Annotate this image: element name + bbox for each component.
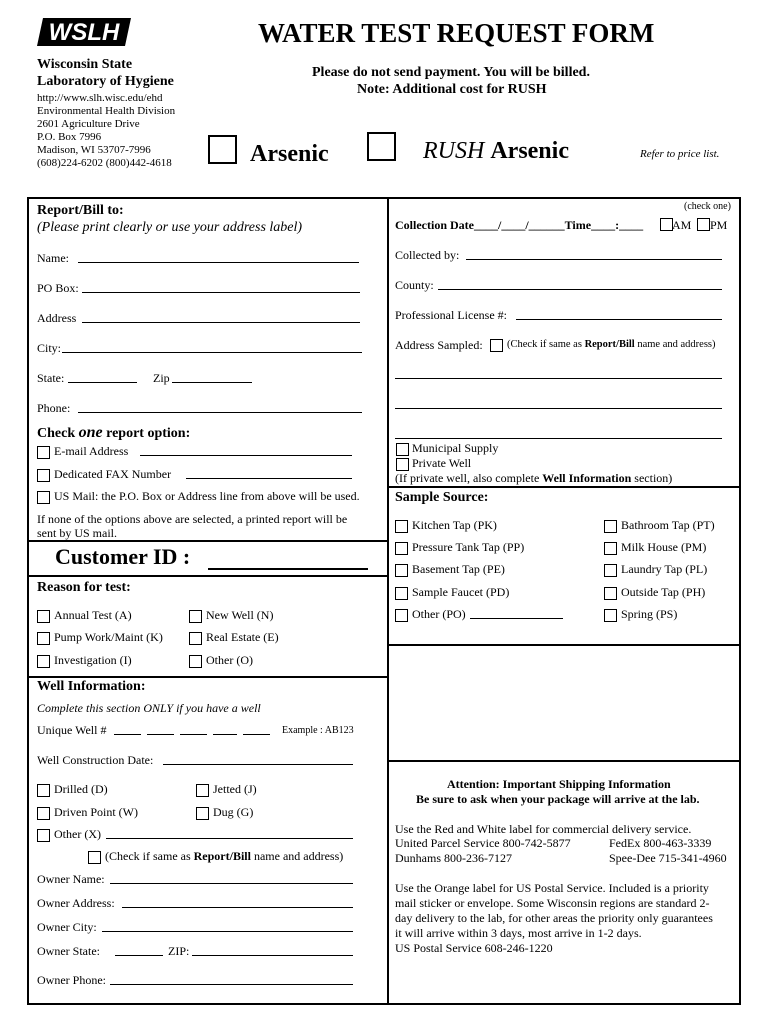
investigation-label: Investigation (I) bbox=[54, 653, 132, 667]
source-other-label: Other (PO) bbox=[412, 607, 466, 621]
divider-source-top bbox=[387, 486, 741, 488]
check-one-note: (check one) bbox=[684, 201, 731, 212]
zip-field[interactable] bbox=[172, 382, 252, 383]
address-same-post: name and address) bbox=[637, 339, 716, 350]
new-well-label: New Well (N) bbox=[206, 608, 274, 622]
zip-label: Zip bbox=[153, 371, 170, 385]
investigation-checkbox[interactable] bbox=[37, 655, 50, 668]
none-selected-note-2: sent by US mail. bbox=[37, 526, 117, 540]
collection-date-time[interactable]: Collection Date____/____/______Time____:____ bbox=[395, 218, 644, 232]
unique-well-field-4[interactable] bbox=[213, 734, 237, 735]
county-label: County: bbox=[395, 278, 434, 292]
lab-name-line1: Wisconsin State bbox=[37, 57, 133, 72]
source-other-field[interactable] bbox=[470, 618, 563, 619]
pump-work-checkbox[interactable] bbox=[37, 632, 50, 645]
orange-label-note-1: Use the Orange label for US Postal Service. Included is a priority bbox=[395, 881, 709, 895]
owner-zip-label: ZIP: bbox=[168, 944, 190, 958]
owner-phone-field[interactable] bbox=[110, 984, 353, 985]
fax-checkbox[interactable] bbox=[37, 469, 50, 482]
orange-label-note-3: day delivery to the lab, for other areas the priority only guarantees bbox=[395, 911, 713, 925]
owner-same-label bbox=[105, 849, 343, 864]
rush-italic: RUSH bbox=[423, 138, 485, 164]
dunhams-phone: Dunhams 800-236-7127 bbox=[395, 851, 512, 865]
address-field[interactable] bbox=[82, 322, 360, 323]
phone-field[interactable] bbox=[78, 412, 362, 413]
private-well-note bbox=[395, 471, 672, 486]
form-title: WATER TEST REQUEST FORM bbox=[258, 18, 655, 48]
drilled-checkbox[interactable] bbox=[37, 784, 50, 797]
rush-arsenic-label bbox=[423, 138, 569, 165]
shipping-ask: Be sure to ask when your package will arrive at the lab. bbox=[416, 792, 700, 806]
lab-phones: (608)224-6202 (800)442-4618 bbox=[37, 157, 172, 169]
owner-name-field[interactable] bbox=[110, 883, 353, 884]
construction-date-field[interactable] bbox=[163, 764, 353, 765]
address-line-2[interactable] bbox=[395, 408, 722, 409]
price-note: Refer to price list. bbox=[640, 148, 720, 160]
license-label: Professional License #: bbox=[395, 308, 507, 322]
sample-faucet-label: Sample Faucet (PD) bbox=[412, 585, 510, 599]
drilled-label: Drilled (D) bbox=[54, 782, 108, 796]
option-heading-check: Check bbox=[37, 426, 76, 441]
owner-name-label: Owner Name: bbox=[37, 872, 105, 886]
owner-city-label: Owner City: bbox=[37, 920, 97, 934]
pobox-field[interactable] bbox=[82, 292, 360, 293]
unique-well-field-1[interactable] bbox=[114, 734, 141, 735]
rush-arsenic-checkbox[interactable] bbox=[367, 132, 396, 161]
address-same-label bbox=[507, 339, 716, 350]
spring-checkbox[interactable] bbox=[604, 609, 617, 622]
fax-label: Dedicated FAX Number bbox=[54, 467, 172, 481]
usps-phone: US Postal Service 608-246-1220 bbox=[395, 941, 553, 955]
lab-pobox: P.O. Box 7996 bbox=[37, 131, 102, 143]
unique-well-field-5[interactable] bbox=[243, 734, 270, 735]
pobox-label: PO Box: bbox=[37, 281, 79, 295]
owner-same-checkbox[interactable] bbox=[88, 851, 101, 864]
reason-other-label: Other (O) bbox=[206, 653, 253, 667]
phone-label: Phone: bbox=[37, 401, 71, 415]
unique-well-field-2[interactable] bbox=[147, 734, 174, 735]
arsenic-label: Arsenic bbox=[250, 141, 329, 167]
laundry-tap-label: Laundry Tap (PL) bbox=[621, 562, 708, 576]
pm-label: PM bbox=[710, 218, 728, 232]
ups-phone: United Parcel Service 800-742-5877 bbox=[395, 836, 571, 850]
outside-tap-label: Outside Tap (PH) bbox=[621, 585, 706, 599]
fax-field[interactable] bbox=[186, 478, 352, 479]
real-estate-checkbox[interactable] bbox=[189, 632, 202, 645]
private-note-bold: Well Information bbox=[542, 471, 632, 485]
owner-same-post: name and address) bbox=[253, 849, 344, 863]
am-label: AM bbox=[672, 218, 692, 232]
divider-customer-bottom bbox=[27, 575, 387, 577]
county-field[interactable] bbox=[438, 289, 722, 290]
red-label-note: Use the Red and White label for commercial delivery service. bbox=[395, 822, 692, 836]
new-well-checkbox[interactable] bbox=[189, 610, 202, 623]
name-field[interactable] bbox=[78, 262, 359, 263]
payment-note: Please do not send payment. You will be billed. bbox=[312, 65, 590, 80]
owner-address-field[interactable] bbox=[122, 907, 353, 908]
owner-address-label: Owner Address: bbox=[37, 896, 115, 910]
sample-source-heading: Sample Source: bbox=[395, 490, 489, 505]
owner-zip-field[interactable] bbox=[192, 955, 353, 956]
lab-street: 2601 Agriculture Drive bbox=[37, 118, 140, 130]
email-label: E-mail Address bbox=[54, 444, 129, 458]
speedee-phone: Spee-Dee 715-341-4960 bbox=[609, 851, 727, 865]
well-other-field[interactable] bbox=[106, 838, 353, 839]
address-same-bold: Report/Bill bbox=[584, 339, 635, 350]
owner-same-bold: Report/Bill bbox=[193, 849, 251, 863]
private-well-checkbox[interactable] bbox=[396, 458, 409, 471]
owner-state-field[interactable] bbox=[115, 955, 163, 956]
customer-id-field[interactable] bbox=[208, 568, 368, 570]
milk-house-checkbox[interactable] bbox=[604, 542, 617, 555]
email-field[interactable] bbox=[140, 455, 352, 456]
dug-checkbox[interactable] bbox=[196, 807, 209, 820]
annual-test-label: Annual Test (A) bbox=[54, 608, 132, 622]
shipping-attention: Attention: Important Shipping Information bbox=[447, 777, 671, 791]
address-sampled-label: Address Sampled: bbox=[395, 338, 483, 352]
divider-customer-top bbox=[27, 540, 387, 542]
none-selected-note-1: If none of the options above are selected, a printed report will be bbox=[37, 512, 348, 526]
state-label: State: bbox=[37, 371, 65, 385]
divider-shipping-top bbox=[387, 760, 741, 762]
bathroom-tap-label: Bathroom Tap (PT) bbox=[621, 518, 715, 532]
rush-cost-note: Note: Additional cost for RUSH bbox=[357, 82, 547, 97]
license-field[interactable] bbox=[516, 319, 722, 320]
well-other-checkbox[interactable] bbox=[37, 829, 50, 842]
source-other-checkbox[interactable] bbox=[395, 609, 408, 622]
annual-test-checkbox[interactable] bbox=[37, 610, 50, 623]
owner-city-field[interactable] bbox=[102, 931, 353, 932]
arsenic-checkbox[interactable] bbox=[208, 135, 237, 164]
basement-tap-label: Basement Tap (PE) bbox=[412, 562, 505, 576]
dug-label: Dug (G) bbox=[213, 805, 254, 819]
basement-tap-checkbox[interactable] bbox=[395, 564, 408, 577]
private-note-post: section) bbox=[634, 471, 673, 485]
divider-source-bottom bbox=[387, 644, 741, 646]
unique-well-example: Example : AB123 bbox=[282, 725, 354, 736]
laundry-tap-checkbox[interactable] bbox=[604, 564, 617, 577]
pressure-tank-label: Pressure Tank Tap (PP) bbox=[412, 540, 525, 554]
pm-checkbox[interactable] bbox=[697, 218, 710, 231]
real-estate-label: Real Estate (E) bbox=[206, 630, 279, 644]
kitchen-tap-label: Kitchen Tap (PK) bbox=[412, 518, 497, 532]
address-line-3[interactable] bbox=[395, 438, 722, 439]
driven-point-checkbox[interactable] bbox=[37, 807, 50, 820]
outside-tap-checkbox[interactable] bbox=[604, 587, 617, 600]
kitchen-tap-checkbox[interactable] bbox=[395, 520, 408, 533]
pressure-tank-checkbox[interactable] bbox=[395, 542, 408, 555]
owner-same-pre: (Check if same as bbox=[105, 849, 191, 863]
address-line-1[interactable] bbox=[395, 378, 722, 379]
rush-arsenic-text: Arsenic bbox=[490, 138, 569, 164]
city-label: City: bbox=[37, 341, 62, 355]
fedex-phone: FedEx 800-463-3339 bbox=[609, 836, 712, 850]
owner-phone-label: Owner Phone: bbox=[37, 973, 106, 987]
usmail-checkbox[interactable] bbox=[37, 491, 50, 504]
column-divider bbox=[387, 197, 389, 1005]
owner-state-label: Owner State: bbox=[37, 944, 100, 958]
private-note-pre: (If private well, also complete bbox=[395, 471, 540, 485]
city-field[interactable] bbox=[62, 352, 362, 353]
option-heading-post: report option: bbox=[106, 426, 191, 441]
unique-well-field-3[interactable] bbox=[180, 734, 207, 735]
customer-id-label: Customer ID : bbox=[55, 544, 191, 569]
jetted-checkbox[interactable] bbox=[196, 784, 209, 797]
jetted-label: Jetted (J) bbox=[213, 782, 257, 796]
private-well-label: Private Well bbox=[412, 456, 472, 470]
reason-other-checkbox[interactable] bbox=[189, 655, 202, 668]
spring-label: Spring (PS) bbox=[621, 607, 678, 621]
reason-heading: Reason for test: bbox=[37, 580, 131, 595]
orange-label-note-2: mail sticker or envelope. Some Wisconsin regions are standard 2- bbox=[395, 896, 710, 910]
pump-work-label: Pump Work/Maint (K) bbox=[54, 630, 163, 644]
construction-date-label: Well Construction Date: bbox=[37, 753, 154, 767]
email-checkbox[interactable] bbox=[37, 446, 50, 459]
lab-name-line2: Laboratory of Hygiene bbox=[37, 74, 174, 89]
state-field[interactable] bbox=[68, 382, 137, 383]
bathroom-tap-checkbox[interactable] bbox=[604, 520, 617, 533]
logo-text: WSLH bbox=[48, 19, 120, 46]
lab-division: Environmental Health Division bbox=[37, 105, 176, 117]
report-option-heading bbox=[37, 424, 190, 442]
address-label: Address bbox=[37, 311, 77, 325]
lab-url[interactable]: http://www.slh.wisc.edu/ehd bbox=[37, 92, 163, 104]
address-same-pre: (Check if same as bbox=[507, 339, 582, 350]
usmail-label: US Mail: the P.O. Box or Address line from above will be used. bbox=[54, 489, 360, 503]
driven-point-label: Driven Point (W) bbox=[54, 805, 138, 819]
well-info-instruction: Complete this section ONLY if you have a well bbox=[37, 701, 261, 715]
divider-well-top bbox=[27, 676, 387, 678]
report-bill-heading: Report/Bill to: bbox=[37, 203, 124, 218]
report-instruction: (Please print clearly or use your address label) bbox=[37, 220, 303, 235]
collected-by-label: Collected by: bbox=[395, 248, 460, 262]
option-heading-one: one bbox=[78, 424, 103, 441]
well-other-label: Other (X) bbox=[54, 827, 101, 841]
municipal-label: Municipal Supply bbox=[412, 441, 499, 455]
lab-city: Madison, WI 53707-7996 bbox=[37, 144, 151, 156]
well-info-heading: Well Information: bbox=[37, 679, 146, 694]
wslh-logo bbox=[37, 18, 131, 46]
orange-label-note-4: it will arrive within 3 days, most arrive in 1-2 days. bbox=[395, 926, 642, 940]
sample-faucet-checkbox[interactable] bbox=[395, 587, 408, 600]
milk-house-label: Milk House (PM) bbox=[621, 540, 707, 554]
unique-well-label: Unique Well # bbox=[37, 723, 107, 737]
name-label: Name: bbox=[37, 251, 69, 265]
municipal-checkbox[interactable] bbox=[396, 443, 409, 456]
address-same-checkbox[interactable] bbox=[490, 339, 503, 352]
collected-by-field[interactable] bbox=[466, 259, 722, 260]
